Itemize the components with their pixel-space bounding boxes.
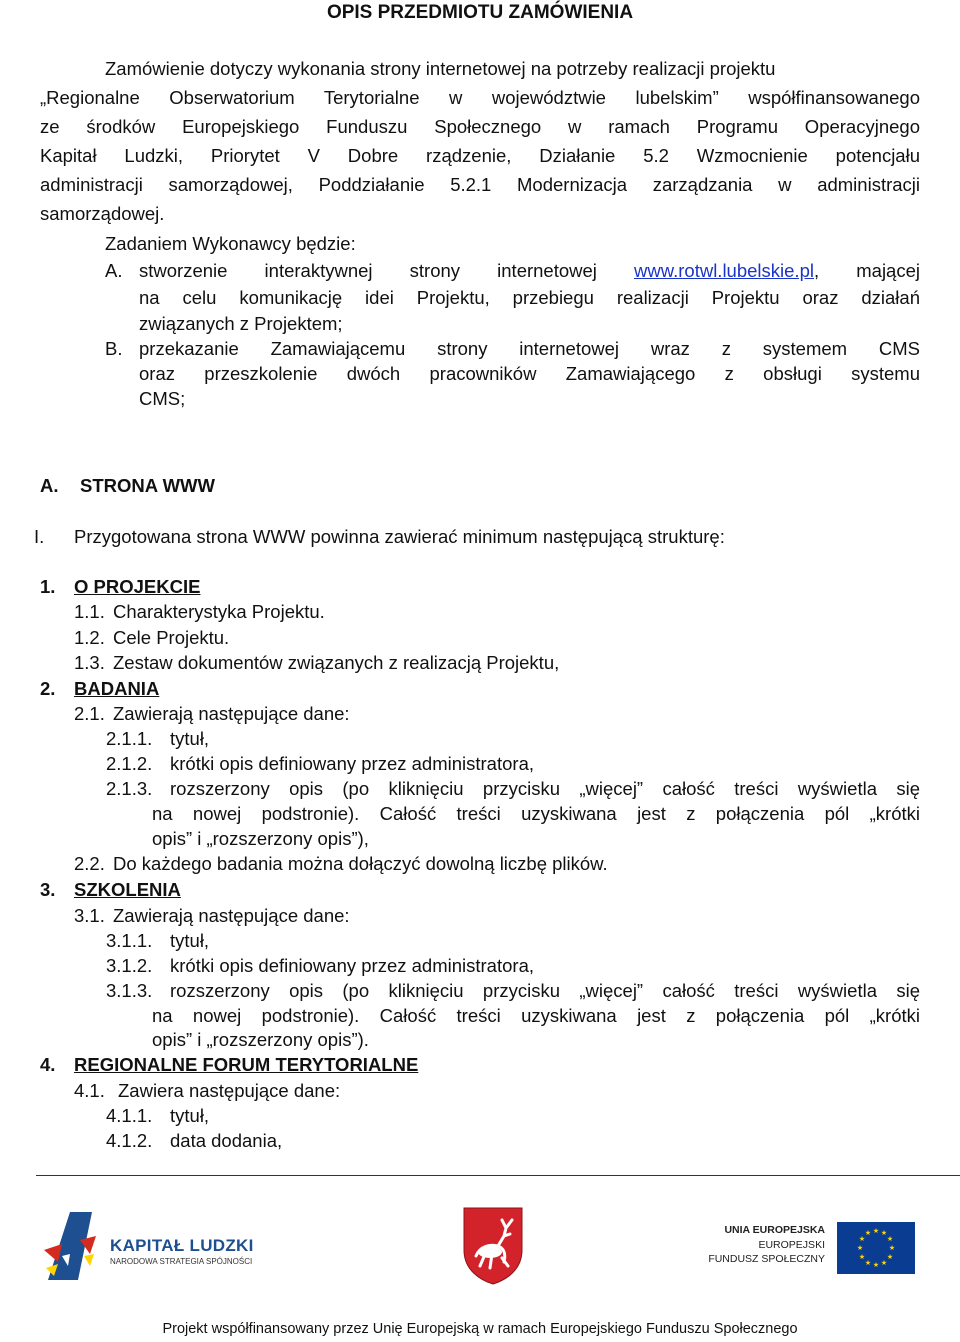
section-a-marker: A.	[40, 475, 59, 496]
s4-1-1-text: tytuł,	[170, 1105, 210, 1126]
svg-text:★: ★	[886, 1253, 894, 1261]
s2-1-3-line3: opis” i „rozszerzony opis”),	[152, 828, 369, 849]
svg-text:★: ★	[864, 1259, 872, 1267]
s2-num: 2.	[40, 678, 56, 699]
s4-1-2-num: 4.1.2.	[106, 1130, 153, 1151]
intro-line: samorządowej.	[40, 203, 165, 224]
task-a-marker: A.	[105, 260, 123, 281]
svg-text:★: ★	[858, 1253, 866, 1261]
s3-num: 3.	[40, 879, 56, 900]
s3-1-1-num: 3.1.1.	[106, 930, 153, 951]
s2-1-num: 2.1.	[74, 703, 105, 724]
s4-heading: REGIONALNE FORUM TERYTORIALNE	[74, 1054, 419, 1075]
coat-of-arms-icon	[462, 1206, 524, 1286]
s1-1-num: 1.1.	[74, 601, 105, 622]
eu-logo-line1: UNIA EUROPEJSKA	[724, 1224, 825, 1236]
s3-1-3-num: 3.1.3.	[106, 980, 153, 1001]
s3-1-num: 3.1.	[74, 905, 105, 926]
task-b-marker: B.	[105, 338, 123, 359]
s2-1-2-text: krótki opis definiowany przez administratora,	[170, 753, 534, 774]
eu-flag-icon	[837, 1222, 915, 1274]
s3-heading: SZKOLENIA	[74, 879, 181, 900]
s1-heading: O PROJEKCIE	[74, 576, 201, 597]
task-b-line2: oraz przeszkolenie dwóch pracowników Zamawiającego z obsługi systemu	[139, 363, 920, 384]
kapital-ludzki-name: KAPITAŁ LUDZKI	[110, 1236, 254, 1255]
footer-divider	[36, 1175, 960, 1176]
s4-1-1-num: 4.1.1.	[106, 1105, 153, 1126]
task-b-line3: CMS;	[139, 388, 186, 409]
s3-1-3-line1: rozszerzony opis (po kliknięciu przycisku „więcej” całość treści wyświetla się	[170, 980, 920, 1001]
task-heading: Zadaniem Wykonawcy będzie:	[105, 233, 356, 254]
eu-logo-line3: FUNDUSZ SPOŁECZNY	[708, 1253, 825, 1265]
s1-3-text: Zestaw dokumentów związanych z realizacją Projektu,	[113, 652, 560, 673]
svg-text:★: ★	[880, 1259, 888, 1267]
s2-1-3-line2: na nowej podstronie). Całość treści uzyskiwana jest z połączenia pól „krótki	[152, 803, 920, 824]
s2-1-3-num: 2.1.3.	[106, 778, 153, 799]
s1-2-text: Cele Projektu.	[113, 627, 230, 648]
svg-text:★: ★	[872, 1261, 880, 1269]
s3-1-3-line2: na nowej podstronie). Całość treści uzyskiwana jest z połączenia pól „krótki	[152, 1005, 920, 1026]
project-website-link[interactable]: www.rotwl.lubelskie.pl	[634, 260, 814, 281]
s3-1-3-line3: opis” i „rozszerzony opis”).	[152, 1029, 369, 1050]
svg-text:★: ★	[886, 1235, 894, 1243]
task-a-line1	[139, 260, 920, 282]
s1-3-num: 1.3.	[74, 652, 105, 673]
svg-text:★: ★	[856, 1244, 864, 1252]
s2-1-1-num: 2.1.1.	[106, 728, 153, 749]
task-a-line2: na celu komunikację idei Projektu, przebiegu realizacji Projektu oraz działań	[139, 287, 920, 308]
s4-1-num: 4.1.	[74, 1080, 105, 1101]
s4-num: 4.	[40, 1054, 56, 1075]
intro-line: administracji samorządowej, Poddziałanie 5.2.1 Modernizacja zarządzania w administracji	[40, 174, 920, 195]
lubelskie-coat-of-arms	[462, 1206, 524, 1286]
section-a-heading: STRONA WWW	[80, 475, 215, 496]
intro-line: ze środków Europejskiego Funduszu Społecznego w ramach Programu Operacyjnego	[40, 116, 920, 137]
kapital-ludzki-logo	[40, 1210, 270, 1282]
intro-line: Kapitał Ludzki, Priorytet V Dobre rządzenie, Działanie 5.2 Wzmocnienie potencjału	[40, 145, 920, 166]
svg-text:★: ★	[858, 1235, 866, 1243]
intro-line: „Regionalne Obserwatorium Terytorialne w województwie lubelskim” współfinansowanego	[40, 87, 920, 108]
kapital-ludzki-subtitle: NARODOWA STRATEGIA SPÓJNOŚCI	[110, 1257, 253, 1266]
s1-2-num: 1.2.	[74, 627, 105, 648]
s3-1-2-num: 3.1.2.	[106, 955, 153, 976]
s2-1-1-text: tytuł,	[170, 728, 210, 749]
s2-2-text: Do każdego badania można dołączyć dowolną liczbę plików.	[113, 853, 608, 874]
svg-text:★: ★	[880, 1229, 888, 1237]
svg-text:★: ★	[872, 1227, 880, 1235]
s3-1-1-text: tytuł,	[170, 930, 210, 951]
svg-text:★: ★	[864, 1229, 872, 1237]
kapital-ludzki-emblem-icon	[40, 1210, 110, 1282]
task-a-text-post: , mającej	[813, 260, 920, 281]
s4-1-2-text: data dodania,	[170, 1130, 283, 1151]
intro-line: Zamówienie dotyczy wykonania strony internetowej na potrzeby realizacji projektu	[105, 58, 776, 79]
s2-1-3-line1: rozszerzony opis (po kliknięciu przycisku „więcej” całość treści wyświetla się	[170, 778, 920, 799]
task-a-text: stworzenie interaktywnej strony internetowej	[139, 260, 597, 281]
s2-1-text: Zawierają następujące dane:	[113, 703, 350, 724]
footer-text: Projekt współfinansowany przez Unię Europejską w ramach Europejskiego Funduszu Społecznego	[162, 1321, 798, 1337]
s4-1-text: Zawiera następujące dane:	[118, 1080, 341, 1101]
task-a-line3: związanych z Projektem;	[139, 313, 343, 334]
task-b-line1: przekazanie Zamawiającemu strony internetowej wraz z systemem CMS	[139, 338, 920, 359]
svg-text:★: ★	[888, 1244, 896, 1252]
s2-1-2-num: 2.1.2.	[106, 753, 153, 774]
s1-num: 1.	[40, 576, 56, 597]
section-i-marker: I.	[34, 526, 45, 547]
s3-1-text: Zawierają następujące dane:	[113, 905, 350, 926]
page-title: OPIS PRZEDMIOTU ZAMÓWIENIA	[326, 2, 634, 23]
s2-heading: BADANIA	[74, 678, 160, 699]
s1-1-text: Charakterystyka Projektu.	[113, 601, 325, 622]
eu-logo-line2: EUROPEJSKI	[758, 1239, 825, 1251]
s2-2-num: 2.2.	[74, 853, 105, 874]
eu-logo	[708, 1222, 915, 1272]
s3-1-2-text: krótki opis definiowany przez administratora,	[170, 955, 534, 976]
section-i-text: Przygotowana strona WWW powinna zawierać minimum następującą strukturę:	[74, 526, 725, 547]
